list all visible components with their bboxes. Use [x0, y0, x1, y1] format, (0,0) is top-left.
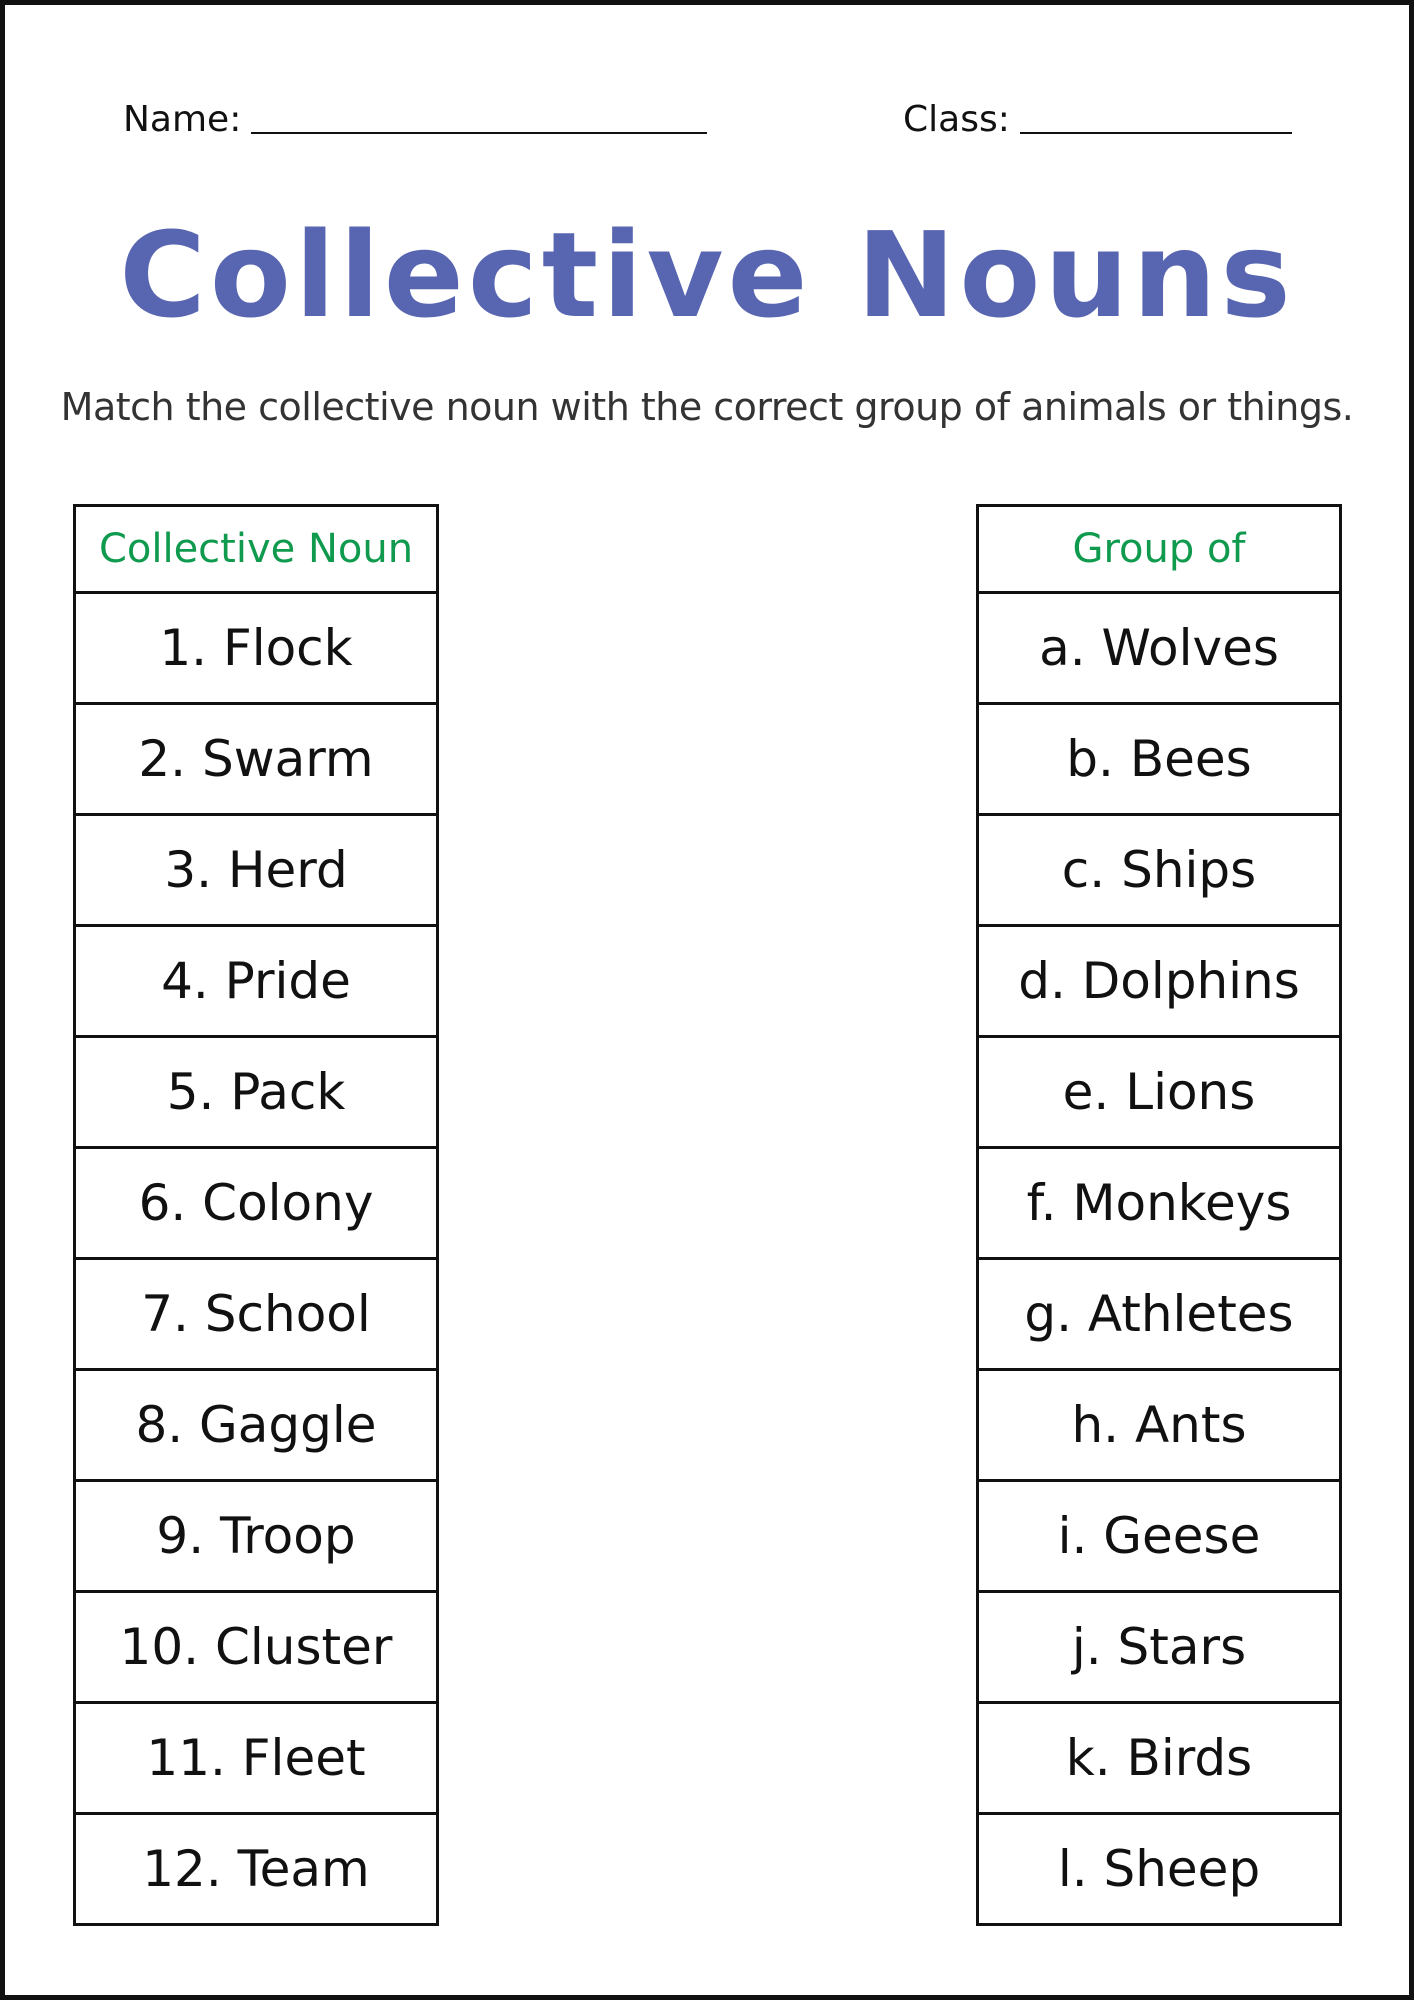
table-row — [978, 1481, 1341, 1592]
table-row — [75, 926, 438, 1037]
list-item: f. Monkeys — [978, 1148, 1341, 1259]
list-item: b. Bees — [978, 704, 1341, 815]
worksheet-title: Collective Nouns — [119, 206, 1295, 344]
list-item: 6. Colony — [75, 1148, 438, 1259]
list-item: 9. Troop — [75, 1481, 438, 1592]
list-item: 7. School — [75, 1259, 438, 1370]
list-item: j. Stars — [978, 1592, 1341, 1703]
list-item: 8. Gaggle — [75, 1370, 438, 1481]
table-row — [75, 593, 438, 704]
collective-noun-table — [73, 504, 439, 1926]
group-of-list — [978, 593, 1341, 1925]
table-row — [75, 1037, 438, 1148]
table-row — [75, 1592, 438, 1703]
class-input-line[interactable] — [1020, 92, 1292, 134]
table-header-row — [75, 506, 438, 593]
class-label: Class: — [903, 99, 1010, 140]
list-item: 5. Pack — [75, 1037, 438, 1148]
name-label: Name: — [123, 99, 242, 140]
table-row — [978, 1814, 1341, 1925]
table-row — [978, 926, 1341, 1037]
list-item: a. Wolves — [978, 593, 1341, 704]
name-input-line[interactable] — [251, 92, 707, 134]
group-of-header: Group of — [978, 506, 1341, 593]
group-of-table — [976, 504, 1342, 1926]
instructions: Match the collective noun with the correct group of animals or things. — [60, 385, 1354, 429]
list-item: l. Sheep — [978, 1814, 1341, 1925]
list-item: k. Birds — [978, 1703, 1341, 1814]
table-row — [978, 1259, 1341, 1370]
table-row — [75, 1370, 438, 1481]
table-row — [978, 1592, 1341, 1703]
table-row — [75, 1703, 438, 1814]
table-row — [978, 704, 1341, 815]
table-row — [75, 1814, 438, 1925]
table-header-row — [978, 506, 1341, 593]
list-item: i. Geese — [978, 1481, 1341, 1592]
collective-noun-header: Collective Noun — [75, 506, 438, 593]
list-item: 1. Flock — [75, 593, 438, 704]
list-item: 4. Pride — [75, 926, 438, 1037]
list-item: h. Ants — [978, 1370, 1341, 1481]
table-row — [978, 1703, 1341, 1814]
list-item: 11. Fleet — [75, 1703, 438, 1814]
table-row — [978, 1370, 1341, 1481]
table-row — [978, 593, 1341, 704]
list-item: 10. Cluster — [75, 1592, 438, 1703]
table-row — [978, 815, 1341, 926]
list-item: g. Athletes — [978, 1259, 1341, 1370]
table-row — [75, 704, 438, 815]
table-row — [75, 1259, 438, 1370]
name-field — [123, 92, 707, 140]
table-row — [978, 1037, 1341, 1148]
table-row — [978, 1148, 1341, 1259]
list-item: c. Ships — [978, 815, 1341, 926]
list-item: 12. Team — [75, 1814, 438, 1925]
class-field — [903, 92, 1292, 140]
list-item: 3. Herd — [75, 815, 438, 926]
collective-noun-list — [75, 593, 438, 1925]
table-row — [75, 815, 438, 926]
list-item: 2. Swarm — [75, 704, 438, 815]
list-item: e. Lions — [978, 1037, 1341, 1148]
table-row — [75, 1481, 438, 1592]
table-row — [75, 1148, 438, 1259]
list-item: d. Dolphins — [978, 926, 1341, 1037]
